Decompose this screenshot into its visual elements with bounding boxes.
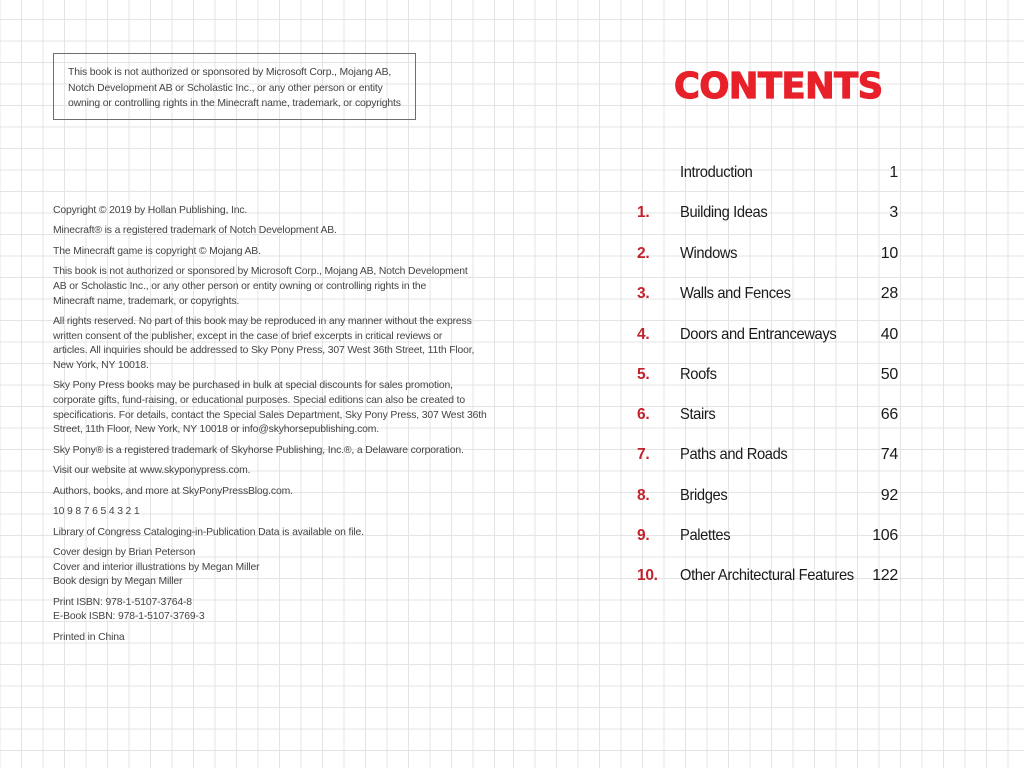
sky-pony-trademark <box>53 444 473 459</box>
toc-entry-walls-and-fences[interactable] <box>620 285 910 309</box>
printed-in <box>53 631 473 646</box>
rights-reserved-line: All rights reserved. No part of this book may be reproduced in any manner without the express <box>53 316 472 328</box>
toc-page-number: 66 <box>880 406 898 423</box>
toc-number: 1. <box>637 204 650 221</box>
cip-text: Library of Congress Cataloging-in-Publication Data is available on file. <box>53 526 364 538</box>
toc-page-number: 74 <box>880 446 898 463</box>
bulk-sales-line: specifications. For details, contact the Special Sales Department, Sky Pony Press, 307 West 36th <box>53 409 487 421</box>
toc-title: Doors and Entranceways <box>680 326 837 343</box>
not-authorized-notice <box>53 265 473 309</box>
copyright-line: Copyright © 2019 by Hollan Publishing, Inc. <box>53 205 248 216</box>
toc-title: Other Architectural Features <box>680 567 854 584</box>
not-authorized-line: Minecraft name, trademark, or copyrights. <box>53 295 240 307</box>
toc-number: 2. <box>637 245 650 262</box>
toc-title: Windows <box>680 245 738 262</box>
rights-reserved-line: written consent of the publisher, except in the case of brief excerpts in critical reviews or <box>53 330 443 342</box>
toc-entry-palettes[interactable] <box>620 527 910 551</box>
toc-title: Bridges <box>680 487 728 504</box>
toc-entry-windows[interactable] <box>620 245 910 269</box>
toc-entry-introduction[interactable] <box>620 164 910 188</box>
minecraft-trademark <box>53 224 473 239</box>
toc-entry-paths-and-roads[interactable] <box>620 446 910 470</box>
isbn-block <box>53 596 473 625</box>
toc-page-number: 1 <box>889 164 898 181</box>
copyright-page <box>0 0 506 768</box>
toc-title: Introduction <box>680 164 753 181</box>
toc-page-number: 122 <box>872 567 898 584</box>
copyright-notice <box>53 204 473 219</box>
not-authorized-line: This book is not authorized or sponsored by Microsoft Corp., Mojang AB, Notch Development <box>53 266 468 278</box>
disclaimer-box <box>53 53 416 120</box>
toc-page-number: 10 <box>880 245 898 262</box>
toc-entry-doors-and-entranceways[interactable] <box>620 326 910 350</box>
printed-in-text: Printed in China <box>53 631 125 643</box>
toc-title: Paths and Roads <box>680 446 788 463</box>
toc-entry-stairs[interactable] <box>620 406 910 430</box>
bulk-sales-line: Street, 11th Floor, New York, NY 10018 or info@skyhorsepublishing.com. <box>53 424 379 436</box>
sky-pony-trademark-text: Sky Pony® is a registered trademark of Skyhorse Publishing, Inc.®, a Delaware corporation. <box>53 444 464 456</box>
cip-notice <box>53 526 473 541</box>
bulk-sales-line: corporate gifts, fund-raising, or educational purposes. Special editions can also be created to <box>53 394 466 406</box>
disclaimer-line: owning or controlling rights in the Minecraft name, trademark, or copyrights <box>68 98 401 109</box>
toc-title: Palettes <box>680 527 731 544</box>
toc-title: Walls and Fences <box>680 285 791 302</box>
credit-line: Book design by Megan Miller <box>53 576 183 588</box>
bulk-sales-notice <box>53 379 487 437</box>
blog-notice <box>53 485 473 500</box>
disclaimer-line: Notch Development AB or Scholastic Inc., or any other person or entity <box>68 82 383 94</box>
credits <box>53 546 473 590</box>
toc-title: Stairs <box>680 406 716 423</box>
printing-line-text: 10 9 8 7 6 5 4 3 2 1 <box>53 506 140 518</box>
toc-page-number: 50 <box>880 366 898 383</box>
contents-heading: CONTENTS <box>674 66 883 107</box>
toc-entry-building-ideas[interactable] <box>620 204 910 228</box>
toc-number: 3. <box>637 285 650 302</box>
toc-entry-bridges[interactable] <box>620 487 910 511</box>
toc-number: 6. <box>637 406 650 423</box>
toc-number: 4. <box>637 326 650 343</box>
rights-reserved-line: articles. All inquiries should be addressed to Sky Pony Press, 307 West 36th Street, 11th Floor, <box>53 345 475 357</box>
website-notice <box>53 464 473 479</box>
credit-line: Cover and interior illustrations by Megan Miller <box>53 561 260 573</box>
game-copyright <box>53 245 473 260</box>
rights-reserved-notice <box>53 315 473 373</box>
bulk-sales-line: Sky Pony Press books may be purchased in bulk at special discounts for sales promotion, <box>53 380 453 392</box>
toc-page-number: 40 <box>880 326 898 343</box>
toc-number: 7. <box>637 446 650 463</box>
copyright-block <box>53 204 487 651</box>
toc-number: 8. <box>637 487 650 504</box>
toc-number: 9. <box>637 527 650 544</box>
print-isbn: Print ISBN: 978-1-5107-3764-8 <box>53 596 192 608</box>
disclaimer-line: This book is not authorized or sponsored by Microsoft Corp., Mojang AB, <box>68 67 392 78</box>
toc-page-number: 28 <box>880 285 898 302</box>
minecraft-trademark-text: Minecraft® is a registered trademark of Notch Development AB. <box>53 225 337 237</box>
toc-page-number: 3 <box>889 204 898 221</box>
toc-number: 10. <box>637 567 658 584</box>
blog-text: Authors, books, and more at SkyPonyPressBlog.com. <box>53 485 293 497</box>
website-text: Visit our website at www.skyponypress.com. <box>53 465 251 477</box>
toc-entry-roofs[interactable] <box>620 366 910 390</box>
printing-line <box>53 505 473 520</box>
ebook-isbn: E-Book ISBN: 978-1-5107-3769-3 <box>53 611 205 623</box>
toc-page-number: 92 <box>880 487 898 504</box>
game-copyright-text: The Minecraft game is copyright © Mojang AB. <box>53 245 261 257</box>
not-authorized-line: AB or Scholastic Inc., or any other person or entity owning or controlling rights in the <box>53 281 427 293</box>
toc-title: Building Ideas <box>680 204 768 221</box>
credit-line: Cover design by Brian Peterson <box>53 547 196 559</box>
toc-title: Roofs <box>680 366 717 383</box>
toc-page-number: 106 <box>872 527 898 544</box>
rights-reserved-line: New York, NY 10018. <box>53 359 149 371</box>
toc-number: 5. <box>637 366 650 383</box>
toc-entry-other-architectural-features[interactable] <box>620 567 910 591</box>
